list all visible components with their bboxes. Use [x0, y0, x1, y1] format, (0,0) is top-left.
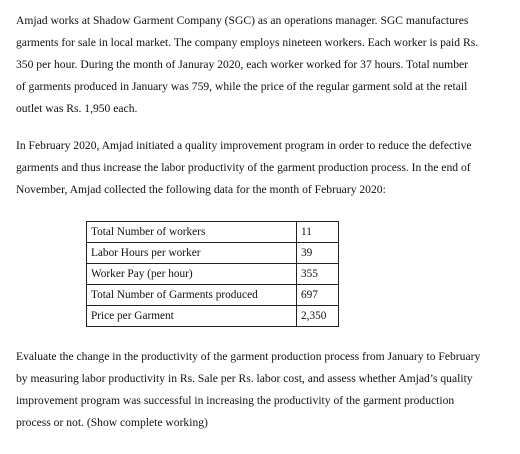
question-paragraph [16, 346, 480, 434]
paragraph-line: November, Amjad collected the following data for the month of February 2020: [16, 183, 386, 196]
february-paragraph [16, 135, 472, 201]
paragraph-line: garments and thus increase the labor productivity of the garment production process. In the end of [16, 161, 471, 174]
paragraph-line: Evaluate the change in the productivity of the garment production process from January to February [16, 350, 481, 363]
row-label: Worker Pay (per hour) [87, 264, 297, 285]
table-row [87, 285, 339, 306]
paragraph-line: In February 2020, Amjad initiated a quality improvement program in order to reduce the defective [16, 139, 472, 152]
row-value: 355 [297, 264, 339, 285]
table-row [87, 306, 339, 327]
row-value: 11 [297, 222, 339, 243]
paragraph-line: improvement program was successful in increasing the productivity of the garment production [16, 394, 455, 407]
paragraph-line: 350 per hour. During the month of Januray 2020, each worker worked for 37 hours. Total number [16, 58, 468, 71]
row-value: 39 [297, 243, 339, 264]
row-label: Price per Garment [87, 306, 297, 327]
paragraph-line: garments for sale in local market. The company employs nineteen workers. Each worker is paid Rs. [16, 36, 479, 49]
table-row [87, 243, 339, 264]
paragraph-line: Amjad works at Shadow Garment Company (SGC) as an operations manager. SGC manufactures [16, 14, 469, 27]
row-value: 697 [297, 285, 339, 306]
february-data-table [86, 221, 339, 327]
row-label: Labor Hours per worker [87, 243, 297, 264]
table-row [87, 222, 339, 243]
table-row [87, 264, 339, 285]
paragraph-line: process or not. (Show complete working) [16, 416, 208, 429]
paragraph-line: by measuring labor productivity in Rs. Sale per Rs. labor cost, and assess whether Amjad’s quality [16, 372, 473, 385]
paragraph-line: of garments produced in January was 759, while the price of the regular garment sold at the retail [16, 80, 468, 93]
row-label: Total Number of Garments produced [87, 285, 297, 306]
intro-paragraph [16, 10, 478, 120]
paragraph-line: outlet was Rs. 1,950 each. [16, 102, 138, 115]
row-value: 2,350 [297, 306, 339, 327]
row-label: Total Number of workers [87, 222, 297, 243]
